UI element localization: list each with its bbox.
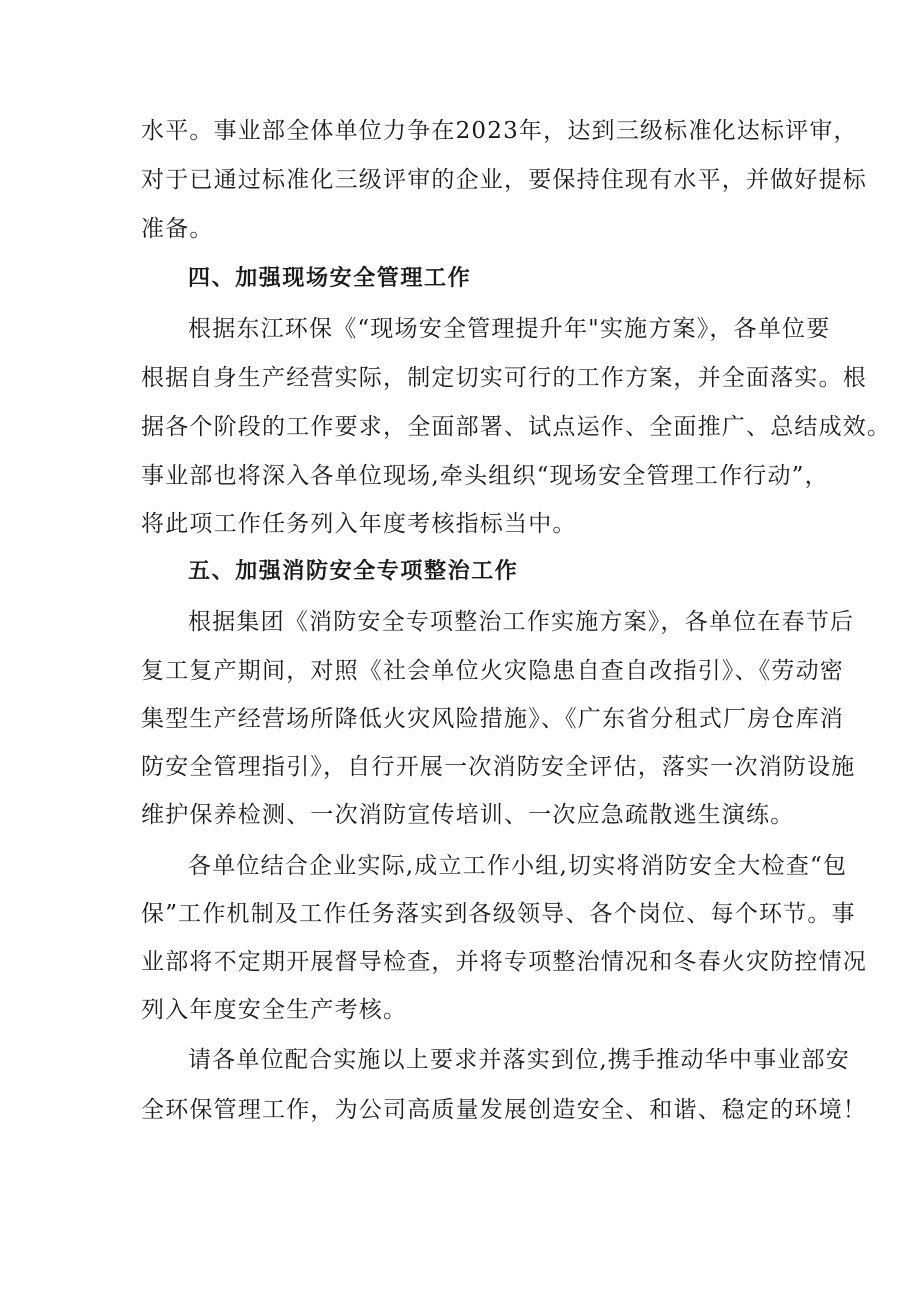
paragraph-line: 复工复产期间，对照《社会单位火灾隐患自查自改指引》、《劳动密 bbox=[141, 658, 844, 684]
paragraph-line: 防安全管理指引》，自行开展一次消防安全评估，落实一次消防设施 bbox=[141, 754, 856, 780]
paragraph-line: 将此项工作任务列入年度考核指标当中。 bbox=[141, 511, 577, 537]
paragraph-line: 根据集团《消防安全专项整治工作实施方案》，各单位在春节后 bbox=[188, 609, 855, 635]
paragraph-line: 准备。 bbox=[141, 216, 214, 242]
paragraph-line: 保”工作机制及工作任务落实到各级领导、各个岗位、每个环节。事 bbox=[141, 901, 856, 927]
paragraph-line: 业部将不定期开展督导检查，并将专项整治情况和冬春火灾防控情况 bbox=[141, 949, 867, 975]
paragraph-line: 列入年度安全生产考核。 bbox=[141, 997, 408, 1023]
paragraph-line: 全环保管理工作，为公司高质量发展创造安全、和谐、稳定的环境！ bbox=[141, 1097, 867, 1123]
paragraph-line: 集型生产经营场所降低火灾风险措施》、《广东省分租式厂房仓库消 bbox=[141, 706, 844, 732]
section-heading-4: 四、加强现场安全管理工作 bbox=[188, 266, 472, 291]
paragraph-line: 水平。事业部全体单位力争在2023年，达到三级标准化达标评审， bbox=[141, 118, 858, 144]
paragraph-line: 维护保养检测、一次消防宣传培训、一次应急疏散逃生演练。 bbox=[141, 802, 795, 828]
paragraph-line: 对于已通过标准化三级评审的企业，要保持住现有水平，并做好提标 bbox=[141, 167, 867, 193]
section-heading-5: 五、加强消防安全专项整治工作 bbox=[188, 559, 519, 584]
paragraph-line: 根据自身生产经营实际，制定切实可行的工作方案，并全面落实。根 bbox=[141, 365, 867, 391]
paragraph-line: 各单位结合企业实际,成立工作小组,切实将消防安全大检查“包 bbox=[188, 853, 848, 879]
paragraph-line: 事业部也将深入各单位现场,牵头组织“现场安全管理工作行动”， bbox=[141, 463, 829, 489]
paragraph-line: 根据东江环保《“现场安全管理提升年"实施方案》，各单位要 bbox=[188, 316, 831, 342]
paragraph-line: 请各单位配合实施以上要求并落实到位,携手推动华中事业部安 bbox=[188, 1047, 850, 1073]
paragraph-line: 据各个阶段的工作要求，全面部署、试点运作、全面推广、总结成效。 bbox=[141, 414, 892, 440]
